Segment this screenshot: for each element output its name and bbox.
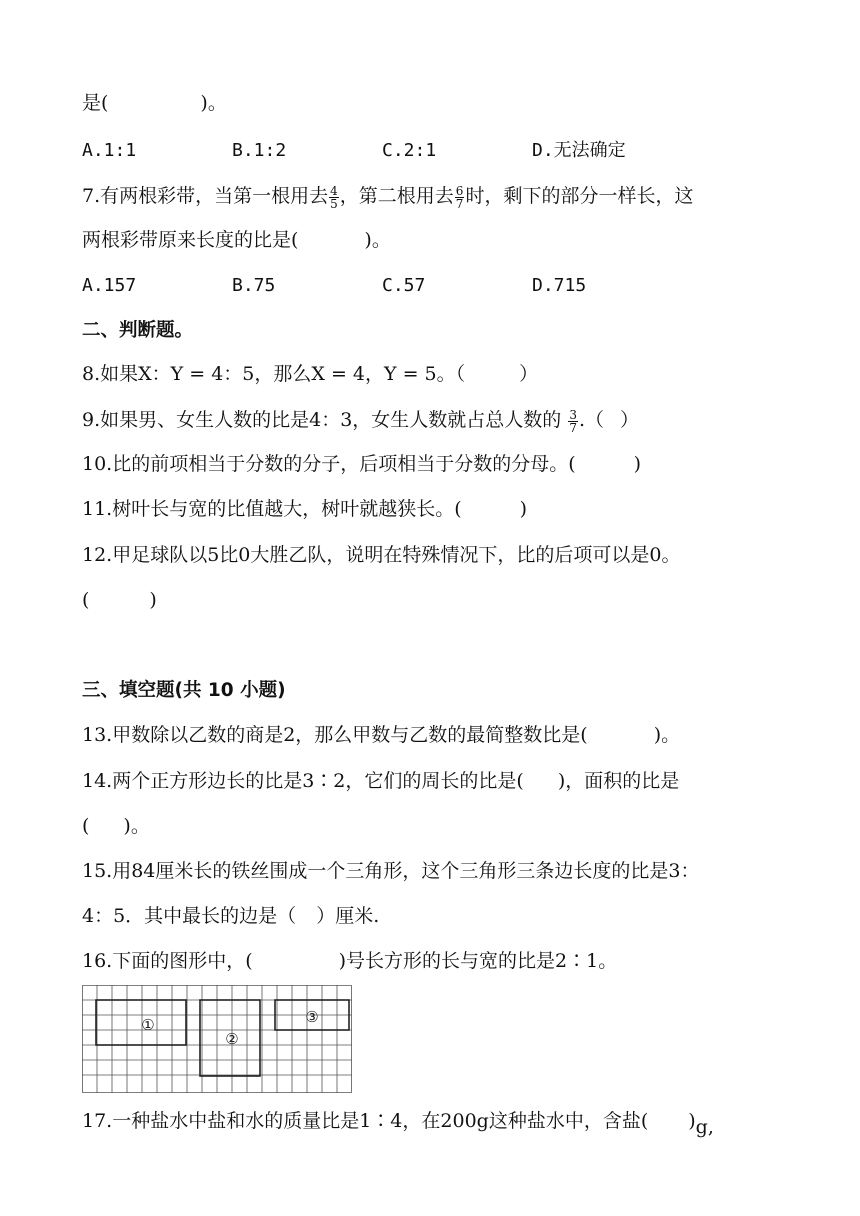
- fraction: $\frac{3}{7}$: [569, 407, 577, 435]
- question-14-line-1: 14.两个正方形边长的比是3∶2，它们的周长的比是( )，面积的比是: [82, 770, 680, 792]
- fraction: $\frac{6}{7}$: [455, 183, 464, 211]
- option-b[interactable]: B.1:2: [232, 140, 287, 161]
- question-7-options: [82, 270, 682, 301]
- fraction: $\frac{4}{5}$: [330, 183, 338, 211]
- question-10: 10.比的前项相当于分数的分子，后项相当于分数的分母。( ): [82, 453, 642, 475]
- option-c[interactable]: C.2:1: [382, 140, 437, 161]
- question-11: 11.树叶长与宽的比值越大，树叶就越狭长。( ): [82, 498, 528, 520]
- option-d[interactable]: D.无法确定: [532, 140, 626, 161]
- question-17: 17.一种盐水中盐和水的质量比是1∶4，在200g这种盐水中，含盐( )g,: [82, 1110, 714, 1138]
- question-9: 9.如果男、女生人数的比是4：3，女生人数就占总人数的 $\frac{3}{7}$ .（ ）: [82, 407, 640, 435]
- question-15-line-2: 4：5．其中最长的边是（ ）厘米.: [82, 905, 380, 927]
- question-13: 13.甲数除以乙数的商是2，那么甲数与乙数的最简整数比是( )。: [82, 724, 681, 746]
- question-15-line-1: 15.用84厘米长的铁丝围成一个三角形，这个三角形三条边长度的比是3：: [82, 860, 700, 882]
- option-c[interactable]: C.57: [382, 275, 426, 296]
- question-12-line-2: ( ): [82, 589, 157, 611]
- question-7-line-1: 7.有两根彩带，当第一根用去 $\frac{4}{5}$ ，第二根用去 $\frac{6}{7}$ 时，剩下的部分一样长，这: [82, 183, 694, 211]
- section-3-title: 三、填空题(共 10 小题): [82, 680, 286, 701]
- question-6-options: [82, 135, 682, 166]
- question-8: 8.如果X：Y = 4：5，那么X = 4，Y = 5。（ ）: [82, 363, 539, 385]
- section-2-title: 二、判断题。: [82, 320, 194, 341]
- option-b[interactable]: B.75: [232, 275, 276, 296]
- question-6-tail: 是( )。: [82, 92, 227, 114]
- option-d[interactable]: D.715: [532, 275, 587, 296]
- rectangle-3-label: ③: [305, 1008, 319, 1026]
- question-12-line-1: 12.甲足球队以5比0大胜乙队，说明在特殊情况下，比的后项可以是0。: [82, 544, 681, 566]
- rectangle-2-label: ②: [225, 1030, 239, 1048]
- question-7-line-2: 两根彩带原来长度的比是( )。: [82, 229, 391, 251]
- rectangle-grid-figure: [82, 985, 352, 1093]
- grid-lines: [82, 985, 352, 1093]
- rectangle-1-label: ①: [141, 1016, 155, 1034]
- option-a[interactable]: A.1:1: [82, 140, 137, 161]
- question-14-line-2: ( )。: [82, 815, 150, 837]
- question-16: 16.下面的图形中，( )号长方形的长与宽的比是2∶1。: [82, 950, 618, 972]
- option-a[interactable]: A.157: [82, 275, 137, 296]
